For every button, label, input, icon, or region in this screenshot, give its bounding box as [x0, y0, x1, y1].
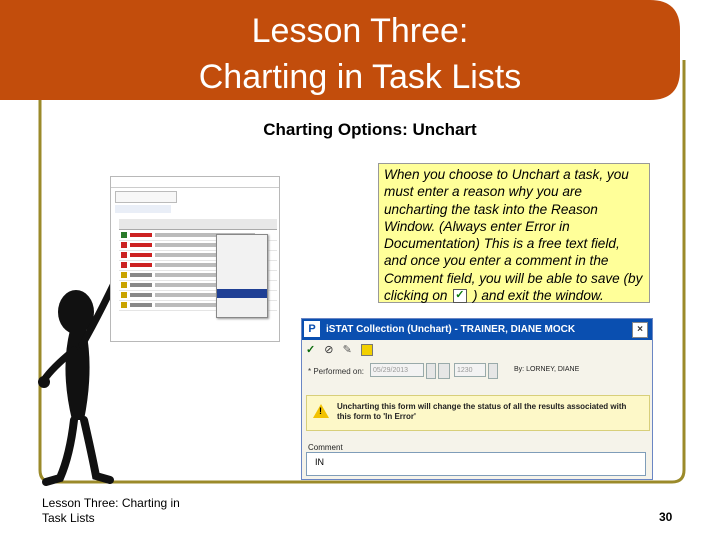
dialog-toolbar — [306, 343, 379, 357]
performed-by — [514, 366, 579, 373]
comment-label: Comment — [308, 443, 343, 452]
dialog-title: iSTAT Collection (Unchart) - TRAINER, DIANE MOCK — [326, 324, 576, 335]
date-field[interactable]: 05/29/2013 — [370, 363, 424, 377]
comment-field[interactable]: IN — [306, 452, 646, 476]
context-menu-item[interactable] — [217, 244, 267, 253]
context-menu — [216, 234, 268, 318]
warning-banner — [306, 395, 650, 431]
date-spinner[interactable] — [426, 363, 436, 379]
slide-footer: Lesson Three: Charting in Task Lists — [42, 496, 180, 525]
sign-checkmark-icon[interactable]: ✓ — [306, 344, 316, 356]
context-menu-item[interactable] — [217, 262, 267, 271]
time-spinner[interactable] — [488, 363, 498, 379]
task-list-header — [119, 219, 277, 230]
warning-text: Uncharting this form will change the status of all the results associated with this form to 'In Error' — [337, 402, 627, 421]
app-logo-icon: P — [304, 321, 320, 337]
performed-by-value: LORNEY, DIANE — [526, 366, 580, 373]
calendar-dropdown[interactable] — [438, 363, 450, 379]
note-text-part-1: When you choose to Unchart a task, you must enter a reason why you are uncharting the task into the Reason Window. (Always enter Error in Documentation) This is a free text field, and once you enter a comment in the Comment field, you will be able to save (by clicking on — [384, 167, 643, 304]
unchart-dialog — [301, 318, 653, 480]
context-menu-item[interactable] — [217, 235, 267, 244]
slide-title — [0, 8, 720, 100]
note-icon[interactable] — [361, 344, 373, 356]
performed-by-label: By: — [514, 366, 525, 373]
note-text-part-2: ) and exit the window. — [473, 288, 604, 304]
context-menu-item[interactable] — [217, 280, 267, 289]
task-list-toolbar — [111, 177, 279, 188]
properties-icon[interactable]: ✎ — [342, 344, 352, 356]
context-menu-item-unchart[interactable] — [217, 289, 267, 298]
performed-on-label: * Performed on: — [308, 367, 365, 376]
cancel-icon[interactable]: ⊘ — [324, 344, 334, 356]
context-menu-item[interactable] — [217, 253, 267, 262]
sign-checkmark-icon — [453, 289, 467, 303]
time-field[interactable]: 1230 — [454, 363, 486, 377]
task-list-tab — [115, 191, 177, 203]
dialog-titlebar — [302, 319, 652, 340]
warning-icon — [313, 404, 329, 418]
title-line-1: Lesson Three: — [251, 12, 469, 50]
task-filter-bar — [115, 205, 171, 213]
title-line-2: Charting in Task Lists — [198, 58, 522, 96]
slide-subtitle: Charting Options: Unchart — [263, 120, 477, 139]
close-button[interactable]: × — [632, 322, 648, 338]
context-menu-item[interactable] — [217, 271, 267, 280]
page-number: 30 — [659, 510, 673, 524]
context-menu-item[interactable] — [217, 298, 267, 307]
instruction-note — [378, 163, 650, 303]
